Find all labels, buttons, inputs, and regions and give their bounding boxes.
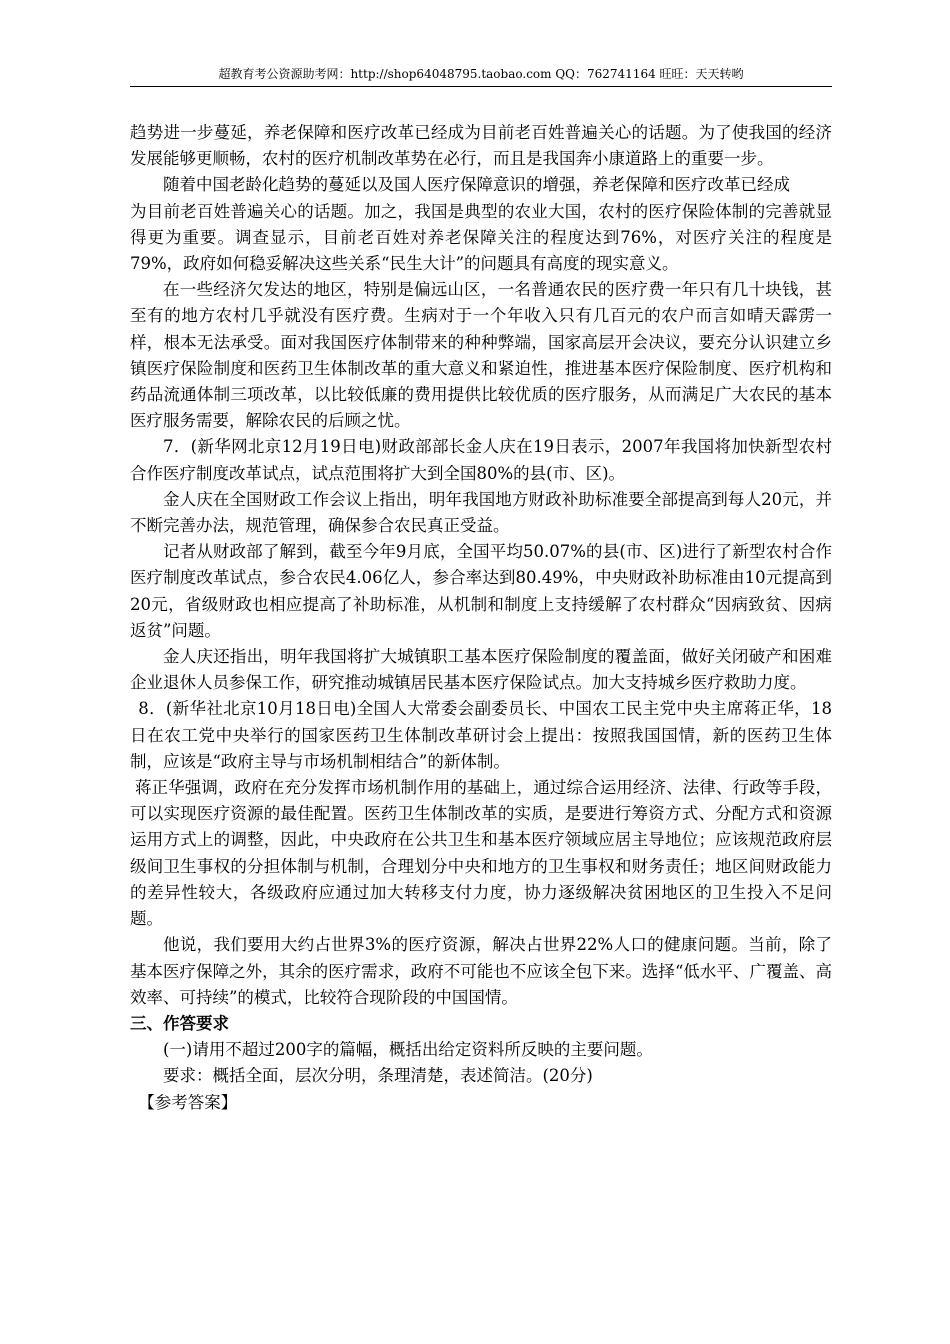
- header-rule: [130, 86, 832, 87]
- paragraph: 他说，我们要用大约占世界3%的医疗资源，解决占世界22%人口的健康问题。当前，除了基本医疗保障之外，其余的医疗需求，政府不可能也不应该全包下来。选择“低水平、广覆盖、高效率、可持续”的模式，比较符合现阶段的中国国情。: [130, 935, 832, 1007]
- paragraph: 记者从财政部了解到，截至今年9月底，全国平均50.07%的县(市、区)进行了新型农村合作医疗制度改革试点，参合农民4.06亿人，参合率达到80.49%，中央财政补助标准由10元提高到20元，省级财政也相应提高了补助标准，从机制和制度上支持缓解了农村群众“因病致贫、因病返贫”问题。: [130, 542, 832, 640]
- paragraph: 蒋正华强调，政府在充分发挥市场机制作用的基础上，通过综合运用经济、法律、行政等手段，可以实现医疗资源的最佳配置。医药卫生体制改革的实质，是要进行筹资方式、分配方式和资源运用方式上的调整，因此，中央政府在公共卫生和基本医疗领域应居主导地位；应该规范政府层级间卫生事权的分担体制与机制，合理划分中央和地方的卫生事权和财务责任；地区间财政能力的差异性较大，各级政府应通过加大转移支付力度，协力逐级解决贫困地区的卫生投入不足问题。: [130, 778, 832, 929]
- answer-label: 【参考答案】: [138, 1092, 238, 1112]
- paragraph: 趋势进一步蔓延，养老保障和医疗改革已经成为目前老百姓普遍关心的话题。为了使我国的经济发展能够更顺畅，农村的医疗机制改革势在必行，而且是我国奔小康道路上的重要一步。: [130, 123, 832, 169]
- paragraph: 在一些经济欠发达的地区，特别是偏远山区，一名普通农民的医疗费一年只有几十块钱，甚至有的地方农村几乎就没有医疗费。生病对于一个年收入只有几百元的农户而言如晴天霹雳一样，根本无法承受。面对我国医疗体制带来的种种弊端，国家高层开会决议，要充分认识建立乡镇医疗保险制度和医药卫生体制改革的重大意义和紧迫性，推进基本医疗保险制度、医疗机构和药品流通体制三项改革，以比较低廉的费用提供比较优质的医疗服务，从而满足广大农民的基本医疗服务需要，解除农民的后顾之忧。: [130, 280, 832, 431]
- paragraph: 7．(新华网北京12月19日电)财政部部长金人庆在19日表示，2007年我国将加快新型农村合作医疗制度改革试点，试点范围将扩大到全国80%的县(市、区)。: [130, 437, 832, 483]
- page-header: 超教育考公资源助考网：http://shop64048795.taobao.com QQ：762741164 旺旺：天天转哟: [218, 67, 744, 81]
- document-body: [130, 120, 832, 1116]
- requirement-text: 要求：概括全面，层次分明，条理清楚，表述简洁。(20分): [163, 1066, 593, 1086]
- section-title: 三、作答要求: [130, 1013, 229, 1033]
- question-text: (一)请用不超过200字的篇幅，概括出给定资料所反映的主要问题。: [163, 1040, 653, 1060]
- paragraph: 随着中国老龄化趋势的蔓延以及国人医疗保障意识的增强，养老保障和医疗改革已经成: [163, 175, 790, 195]
- paragraph: 8．(新华社北京10月18日电)全国人大常委会副委员长、中国农工民主党中央主席蒋正华，18日在农工党中央举行的国家医药卫生体制改革研讨会上提出：按照我国国情，新的医药卫生体制，应该是“政府主导与市场机制相结合”的新体制。: [130, 699, 832, 771]
- paragraph: 金人庆还指出，明年我国将扩大城镇职工基本医疗保险制度的覆盖面，做好关闭破产和困难企业退休人员参保工作，研究推动城镇居民基本医疗保险试点。加大支持城乡医疗救助力度。: [130, 647, 832, 693]
- paragraph: 金人庆在全国财政工作会议上指出，明年我国地方财政补助标准要全部提高到每人20元，并不断完善办法，规范管理，确保参合农民真正受益。: [130, 489, 832, 536]
- paragraph: 为目前老百姓普遍关心的话题。加之，我国是典型的农业大国，农村的医疗保险体制的完善就显得更为重要。调查显示，目前老百姓对养老保障关注的程度达到76%，对医疗关注的程度是79%，政府如何稳妥解决这些关系“民生大计”的问题具有高度的现实意义。: [130, 201, 832, 274]
